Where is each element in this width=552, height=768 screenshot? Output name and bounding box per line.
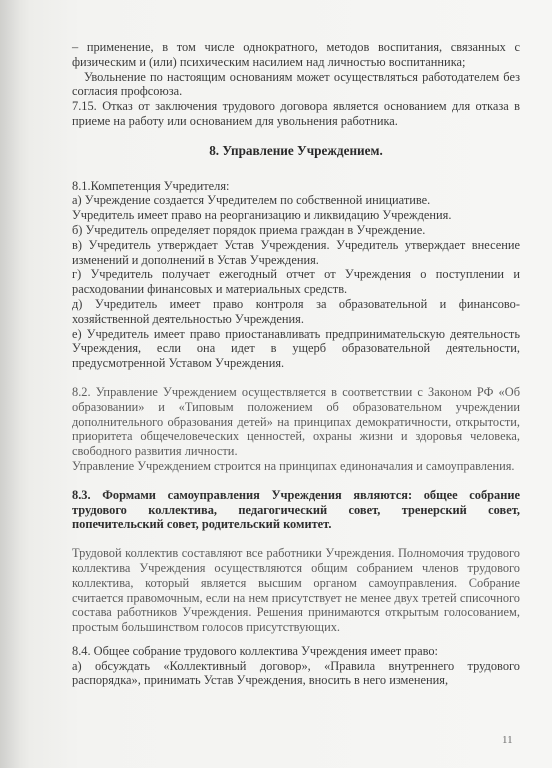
paragraph-8-2: 8.2. Управление Учреждением осуществляется в соответствии с Законом РФ «Об образовании» и «Типовым положением об образовательном учреждении дополнительного образования детей» на принципах демократичности, открытости, приоритета общечеловеческих ценностей, охраны жизни и здоровья человека, свободного развития личности. (72, 384, 520, 459)
competence-item-b: б) Учредитель определяет порядок приема граждан в Учреждение. (72, 222, 426, 237)
paragraph-8-3-b: Трудовой коллектив составляют все работники Учреждения. Полномочия трудового коллектива Учреждения осуществляются общим собранием членов трудового коллектива, который является высшим органом самоуправления. Собрание считается правомочным, если на нем присутствует не менее двух третей списочного состава работников Учреждения. Решения принимаются открытым голосованием, простым большинством голосов присутствующих. (72, 546, 520, 635)
binding-shadow (0, 0, 20, 768)
competence-heading: 8.1.Компетенция Учредителя: (72, 178, 230, 193)
competence-item-f: е) Учредитель имеет право приостанавливать предпринимательскую деятельность Учреждения, если она идет в ущерб образовательной деятельности, предусмотренной Уставом Учреждения. (72, 326, 520, 371)
paragraph-8-3: 8.3. Формами самоуправления Учреждения являются: общее собрание трудового коллектива, педагогический совет, тренерский совет, попечительский совет, родительский комитет. (72, 487, 520, 532)
section-title: 8. Управление Учреждением. (209, 142, 383, 158)
page-number: 11 (502, 734, 513, 746)
competence-item-a: а) Учреждение создается Учредителем по собственной инициативе. (72, 193, 431, 208)
paragraph-8-4: 8.4. Общее собрание трудового коллектива Учреждения имеет право: (72, 643, 438, 658)
intro-paragraph-3: 7.15. Отказ от заключения трудового договора является основанием для отказа в приеме на работу или основанием для увольнения работника. (72, 99, 520, 128)
competence-item-d: г) Учредитель получает ежегодный отчет от Учреждения о поступлении и расходовании финансовых и материальных средств. (72, 267, 520, 297)
intro-paragraph-1: – применение, в том числе однократного, методов воспитания, связанных с физическим и (или) психическим насилием над личностью воспитанника; (72, 40, 520, 69)
document-body (72, 40, 520, 688)
competence-item-e: д) Учредитель имеет право контроля за образовательной и финансово-хозяйственной деятельностью Учреждения. (72, 296, 520, 326)
competence-item-a-2: Учредитель имеет право на реорганизацию и ликвидацию Учреждения. (72, 208, 452, 223)
paragraph-8-4-a: а) обсуждать «Коллективный договор», «Правила внутреннего трудового распорядка», принимать Устав Учреждения, вносить в него изменения, (72, 658, 520, 688)
paragraph-8-2-b: Управление Учреждением строится на принципах единоначалия и самоуправления. (72, 458, 515, 473)
intro-paragraph-2: Увольнение по настоящим основаниям может осуществляться работодателем без согласия профсоюза. (72, 69, 520, 99)
competence-item-c: в) Учредитель утверждает Устав Учреждения. Учредитель утверждает внесение изменений и дополнений в Устав Учреждения. (72, 237, 520, 267)
